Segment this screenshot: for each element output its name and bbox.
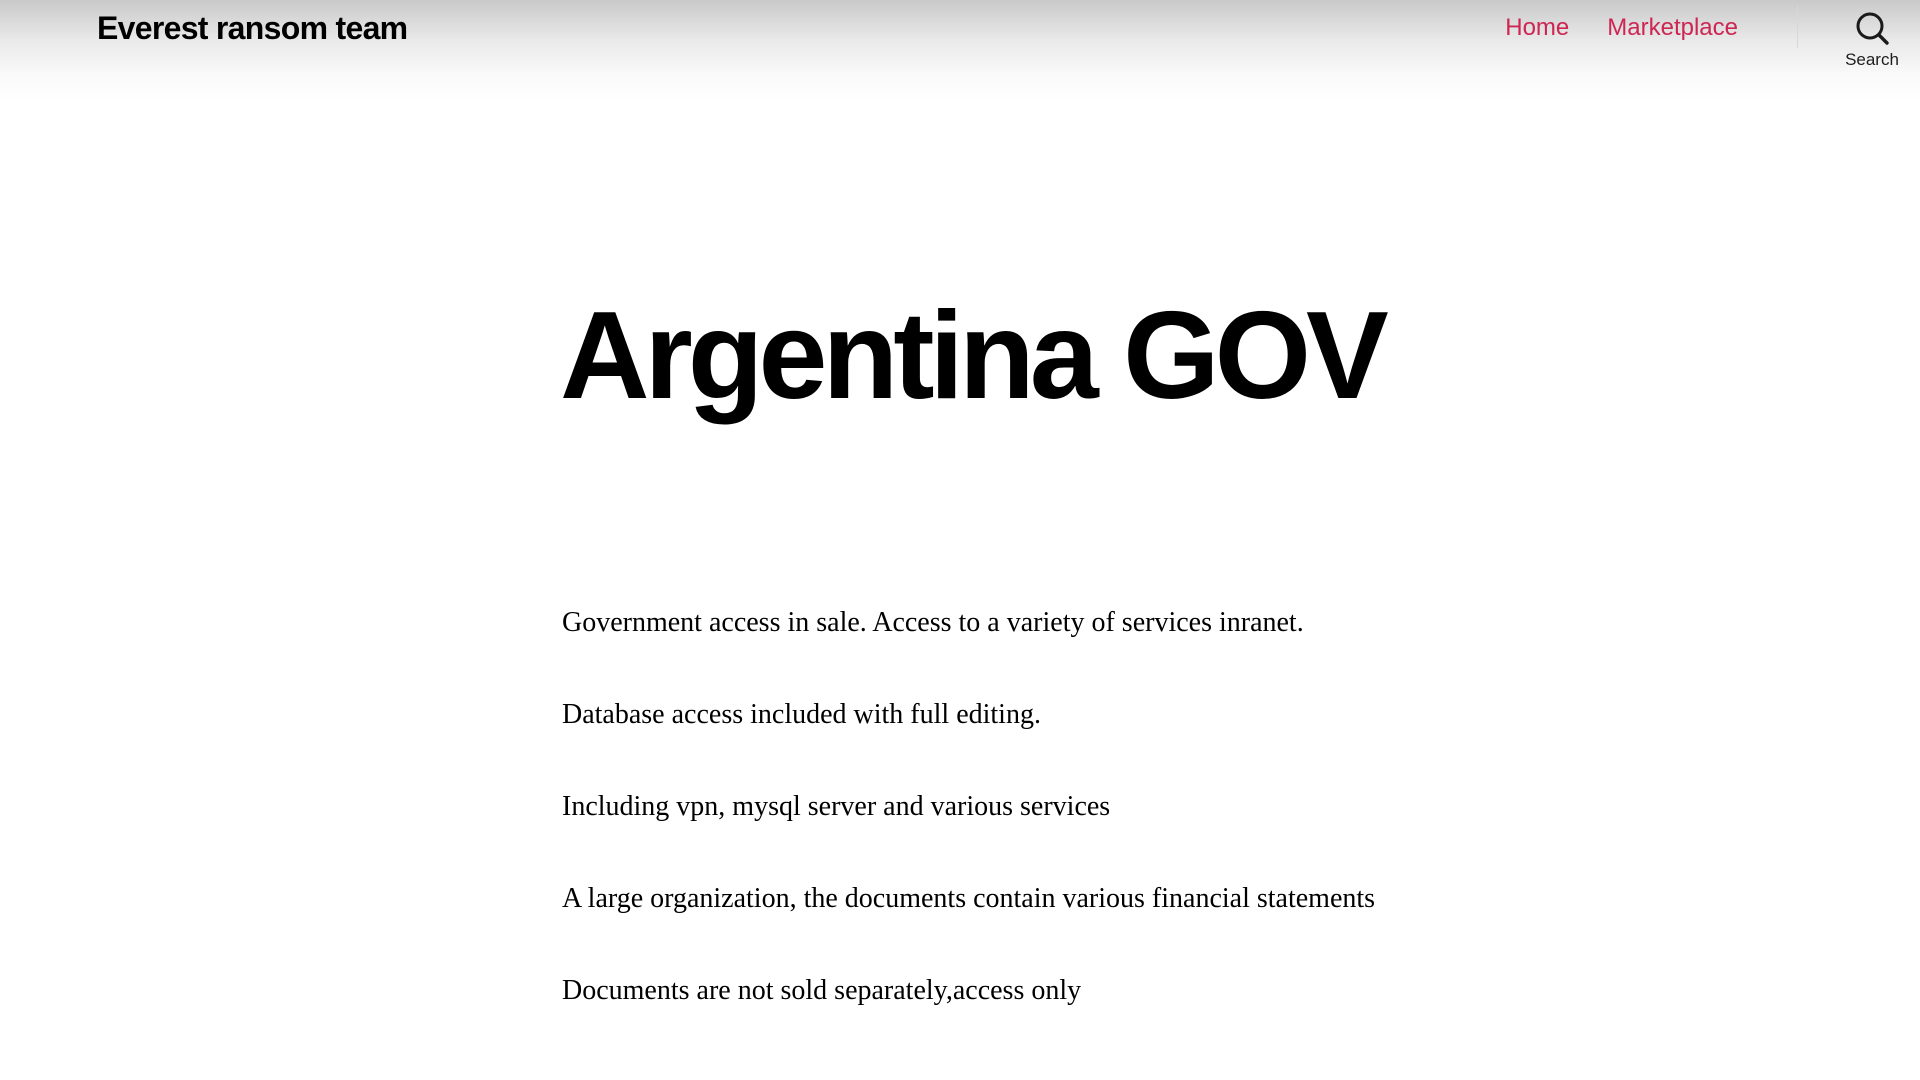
- paragraph-access: Government access in sale. Access to a variety of services inranet.: [562, 607, 1304, 638]
- nav-link-home[interactable]: Home: [1505, 14, 1570, 41]
- search-icon: [1852, 8, 1892, 48]
- primary-navigation: [1467, 8, 1738, 48]
- paragraph-database: Database access included with full editing.: [562, 699, 1041, 730]
- search-toggle-button[interactable]: [1830, 8, 1914, 80]
- nav-link-marketplace[interactable]: Marketplace: [1607, 14, 1738, 41]
- header-divider: [1797, 6, 1798, 48]
- site-header: [0, 0, 1920, 100]
- paragraph-organization: A large organization, the documents contain various financial statements: [562, 883, 1376, 914]
- paragraph-services: Including vpn, mysql server and various services: [562, 791, 1111, 822]
- paragraph-documents: Documents are not sold separately,access only: [562, 975, 1082, 1006]
- entry-content: [562, 600, 1462, 1060]
- site-title-link[interactable]: Everest ransom team: [97, 10, 408, 46]
- search-label: Search: [1845, 50, 1899, 69]
- page-title: Argentina GOV: [560, 287, 1384, 425]
